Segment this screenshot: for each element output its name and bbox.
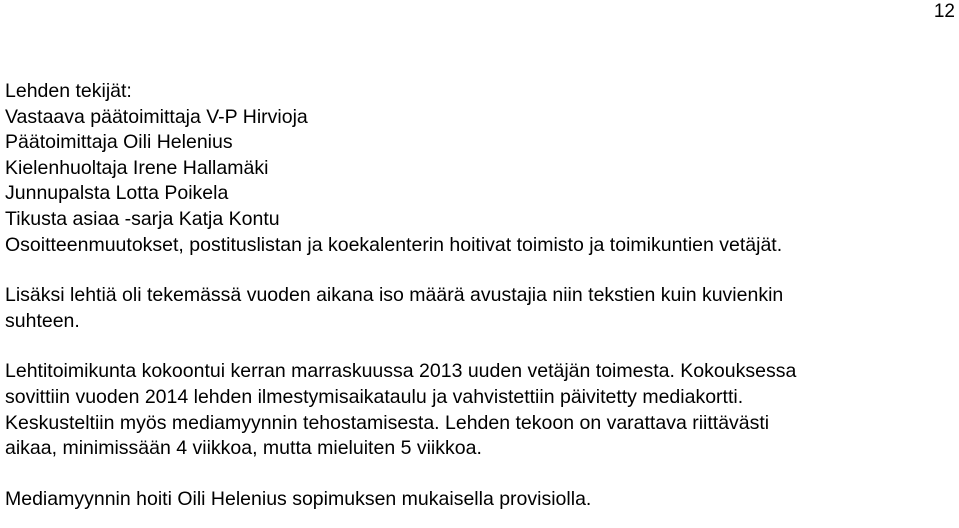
credit-line: Vastaava päätoimittaja V-P Hirvioja (5, 105, 308, 128)
paragraph-committee (5, 359, 955, 461)
paragraph-line: sovittiin vuoden 2014 lehden ilmestymisaikataulu ja vahvistettiin päivitetty mediakortti. (5, 385, 744, 408)
paragraph-line: Lisäksi lehtiä oli tekemässä vuoden aikana iso määrä avustajia niin tekstien kuin kuvienkin (5, 284, 784, 307)
credit-line: Junnupalsta Lotta Poikela (5, 182, 229, 205)
paragraph-line: Keskusteltiin myös mediamyynnin tehostamisesta. Lehden tekoon on varattava riittävästi (5, 411, 770, 434)
credit-line: Päätoimittaja Oili Helenius (5, 131, 233, 154)
paragraph-gap (5, 462, 955, 487)
credits-block (5, 79, 955, 258)
credits-heading: Lehden tekijät: (5, 80, 132, 102)
paragraph-gap (5, 258, 955, 283)
document-body (5, 79, 955, 512)
credit-line: Kielenhuoltaja Irene Hallamäki (5, 156, 269, 179)
credit-line: Osoitteenmuutokset, postituslistan ja koekalenterin hoitivat toimisto ja toimikuntien vetäjät. (5, 233, 783, 256)
paragraph-line: Lehtitoimikunta kokoontui kerran marraskuussa 2013 uuden vetäjän toimesta. Kokouksessa (5, 360, 797, 383)
credit-line: Tikusta asiaa -sarja Katja Kontu (5, 207, 280, 230)
paragraph-gap (5, 334, 955, 359)
paragraph-line: aikaa, minimissään 4 viikkoa, mutta mieluiten 5 viikkoa. (5, 437, 482, 460)
paragraph-line: Mediamyynnin hoiti Oili Helenius sopimuksen mukaisella provisiolla. (5, 487, 592, 510)
page-number: 12 (933, 1, 955, 22)
paragraph-contributors (5, 283, 955, 334)
paragraph-line: suhteen. (5, 309, 80, 332)
paragraph-media-sales (5, 487, 955, 513)
